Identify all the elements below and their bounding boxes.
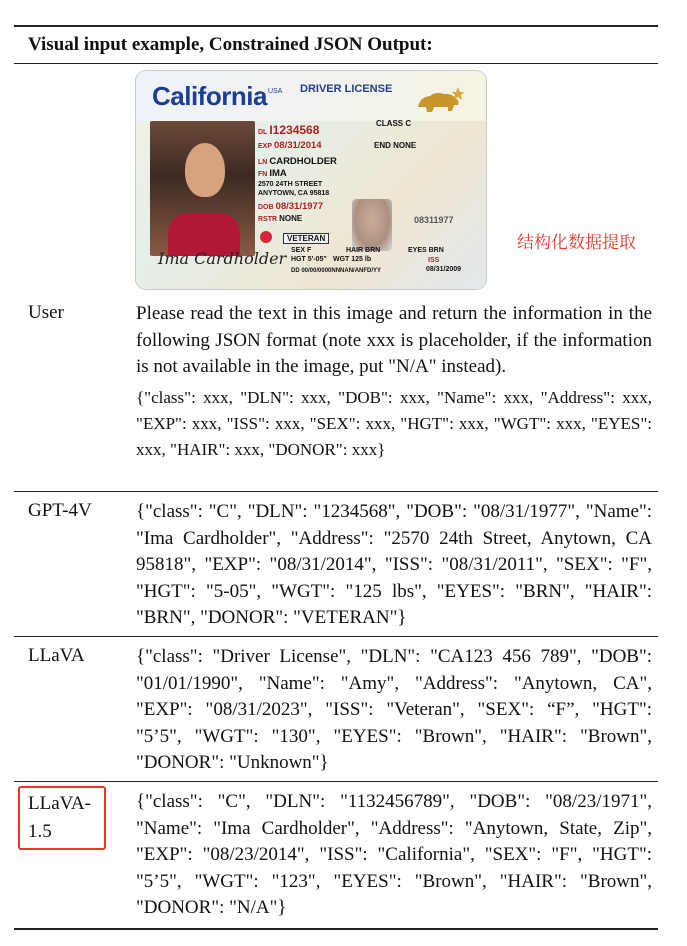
card-dl-number: DL I1234568: [258, 123, 320, 137]
card-exp: EXP 08/31/2014: [258, 140, 322, 151]
card-first-name: FN IMA: [258, 168, 287, 179]
card-hair: HAIR BRN: [346, 247, 381, 254]
driver-license-image: [136, 71, 486, 289]
ghost-portrait: [352, 199, 392, 251]
row-rule: [14, 491, 658, 492]
bear-icon: [414, 85, 464, 115]
row-rule: [14, 636, 658, 637]
bottom-rule: [14, 928, 658, 930]
user-json-template: {"class": xxx, "DLN": xxx, "DOB": xxx, "Name": xxx, "Address": xxx, "EXP": xxx, "ISS": xxx, "SEX": xxx, "HGT": xxx, "WGT": xxx, "EYES": xxx, "HAIR": xxx, "DONOR": xxx}: [136, 387, 652, 459]
table-title: Visual input example, Constrained JSON Output:: [28, 34, 433, 55]
row-body-llava15: {"class": "C", "DLN": "1132456789", "DOB": "08/23/1971", "Name": "Ima Cardholder", "Address": "Anytown, State, Zip", "EXP": "08/23/2014", "ISS": "California", "SEX": "F", "HGT": "5’5", "WGT": "123", "EYES": "Brown", "HAIR": "Brown", "DONOR": "N/A"}: [136, 791, 652, 918]
portrait-photo: [150, 121, 255, 256]
card-last-name: LN CARDHOLDER: [258, 156, 337, 167]
card-dd: DD 00/00/0000NNNAN/ANFD/YY: [291, 268, 382, 274]
card-hgt: HGT 5'-05": [291, 256, 327, 263]
card-address-1: 2570 24TH STREET: [258, 181, 323, 188]
top-rule: [14, 25, 658, 27]
card-usa: USA: [268, 88, 283, 95]
card-doc-number: 08311977: [414, 215, 454, 225]
row-body-gpt4v: {"class": "C", "DLN": "1234568", "DOB": "08/31/1977", "Name": "Ima Cardholder", "Address": "2570 24th Street, Anytown, CA 95818", "EXP": "08/31/2014", "ISS": "08/31/2011", "SEX": "F", "HGT": "5-05", "WGT": "125 lbs", "EYES": "BRN", "HAIR": "BRN", "DONOR": "VETERAN"}: [136, 501, 652, 628]
highlight-box: [18, 786, 106, 850]
card-end: END NONE: [374, 141, 417, 150]
card-wgt: WGT 125 lb: [333, 256, 372, 263]
card-iss-date: 08/31/2009: [426, 266, 462, 273]
card-eyes: EYES BRN: [408, 247, 444, 254]
row-label-llava: LLaVA: [28, 645, 85, 666]
card-iss: ISS: [428, 257, 440, 264]
card-restriction: RSTR NONE: [258, 214, 303, 223]
row-body-user: [136, 301, 652, 463]
card-state: California: [152, 81, 267, 111]
donor-heart-icon: [260, 231, 272, 243]
card-doc-type: DRIVER LICENSE: [300, 83, 393, 95]
header-rule: [14, 63, 658, 64]
row-body-llava: {"class": "Driver License", "DLN": "CA123 456 789", "DOB": "01/01/1990", "Name": "Amy", "Address": "Anytown, CA", "EXP": "08/31/2023", "ISS": "Veteran", "SEX": “F”, "HGT": "5’5", "WGT": "130", "EYES": "Brown", "HAIR": "Brown", "DONOR": "Unknown"}: [136, 646, 652, 773]
card-signature: Ima Cardholder: [158, 249, 287, 268]
card-class: CLASS C: [376, 119, 412, 128]
red-annotation: 结构化数据提取: [517, 233, 636, 253]
card-sex: SEX F: [291, 247, 312, 254]
card-dob: DOB 08/31/1977: [258, 201, 324, 212]
user-prompt: Please read the text in this image and return the information in the following JSON format (note xxx is placeholder, if the information is not available in the image, put "N/A" instead).: [136, 303, 652, 377]
row-label-llava15: LLaVA-1.5: [28, 793, 91, 842]
row-rule: [14, 781, 658, 782]
row-label-gpt4v: GPT-4V: [28, 500, 92, 521]
portrait-face: [185, 143, 225, 197]
row-label-user: User: [28, 302, 64, 323]
card-veteran: VETERAN: [283, 233, 329, 244]
card-address-2: ANYTOWN, CA 95818: [258, 190, 330, 197]
